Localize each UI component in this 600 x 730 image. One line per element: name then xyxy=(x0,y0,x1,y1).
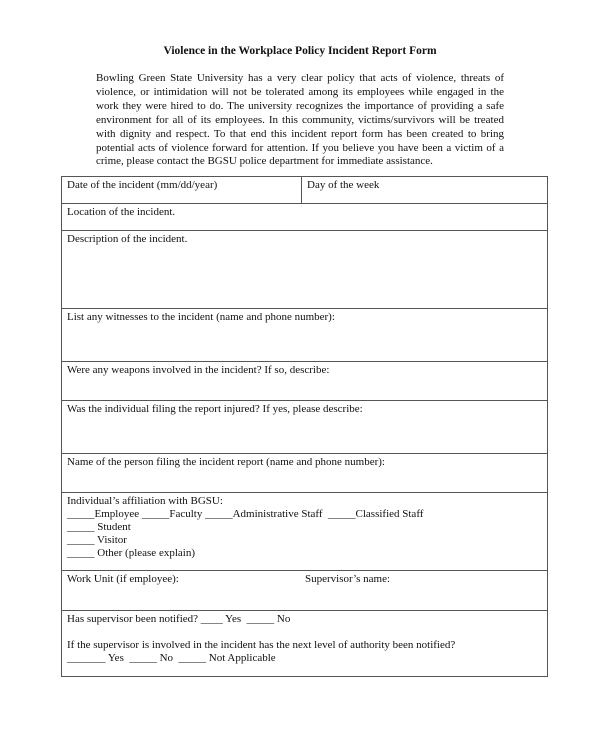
work-unit-label: Work Unit (if employee): xyxy=(67,573,179,585)
affiliation-student-option[interactable]: _____ Student xyxy=(67,521,131,533)
filer-label: Name of the person filing the incident report (name and phone number): xyxy=(67,456,385,468)
weapons-label: Were any weapons involved in the incident? If so, describe: xyxy=(67,364,330,376)
policy-intro: Bowling Green State University has a very clear policy that acts of violence, threats of violence, or intimidation will not be tolerated among its employees while engaged in the work they were hired to do. The university recognizes the importance of providing a safe environment for all of its employees. In this community, victims/survivors will be treated with dignity and respect. To that end this incident report form has been created to bring potential acts of violence forward for attention. If you believe you have been a victim of a crime, please contact the BGSU police department for immediate assistance. xyxy=(96,72,504,168)
incident-form-table xyxy=(61,176,548,677)
weapons-field[interactable] xyxy=(62,362,548,401)
date-field[interactable] xyxy=(62,177,302,204)
supervisor-notification-field[interactable] xyxy=(62,611,548,677)
injured-field[interactable] xyxy=(62,401,548,454)
description-field[interactable] xyxy=(62,231,548,309)
affiliation-heading: Individual’s affiliation with BGSU: xyxy=(67,495,223,507)
date-label: Date of the incident (mm/dd/year) xyxy=(67,179,218,191)
affiliation-other-option[interactable]: _____ Other (please explain) xyxy=(67,547,195,559)
filer-name-field[interactable] xyxy=(62,454,548,493)
day-label: Day of the week xyxy=(307,179,380,191)
day-of-week-field[interactable] xyxy=(302,177,548,204)
description-label: Description of the incident. xyxy=(67,233,188,245)
affiliation-field[interactable] xyxy=(62,493,548,571)
supervisor-name-label: Supervisor’s name: xyxy=(305,573,391,585)
location-label: Location of the incident. xyxy=(67,206,176,218)
supervisor-notified-question[interactable]: Has supervisor been notified? ____ Yes _____ No xyxy=(67,613,291,625)
affiliation-visitor-option[interactable]: _____ Visitor xyxy=(67,534,127,546)
work-unit-supervisor-field[interactable] xyxy=(62,571,548,611)
next-level-question: If the supervisor is involved in the incident has the next level of authority been notified? xyxy=(67,639,456,651)
location-field[interactable] xyxy=(62,204,548,231)
form-title: Violence in the Workplace Policy Incident Report Form xyxy=(163,45,437,57)
affiliation-employee-options[interactable]: _____Employee _____Faculty _____Administrative Staff _____Classified Staff xyxy=(67,508,424,520)
witnesses-label: List any witnesses to the incident (name and phone number): xyxy=(67,311,335,323)
witnesses-field[interactable] xyxy=(62,309,548,362)
injured-label: Was the individual filing the report injured? If yes, please describe: xyxy=(67,403,363,415)
next-level-options[interactable]: _______ Yes _____ No _____ Not Applicable xyxy=(67,652,276,664)
